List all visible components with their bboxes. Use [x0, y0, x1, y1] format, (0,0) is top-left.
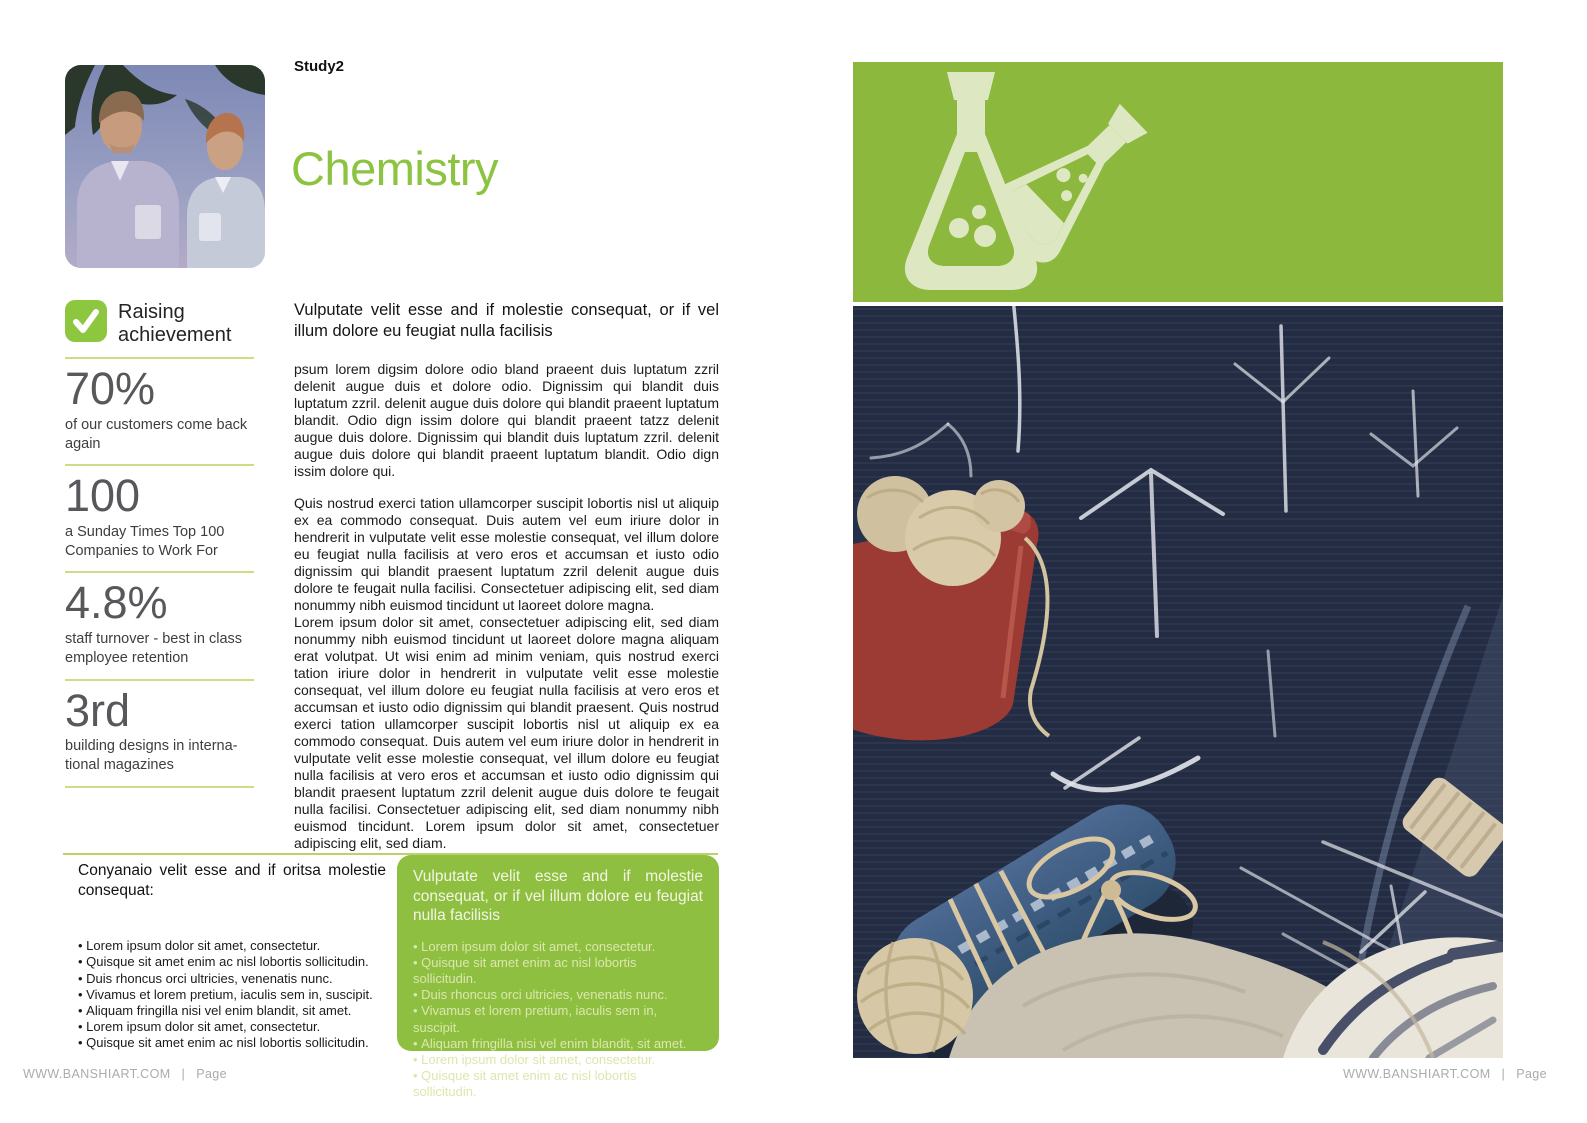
checkmark-icon — [65, 300, 107, 342]
footer-page: Page — [196, 1067, 227, 1081]
divider — [65, 786, 254, 788]
bottom-list-heading: Conyanaio velit esse and if oritsa molestie consequat: — [78, 862, 386, 900]
bullet-list — [413, 939, 703, 1100]
stat-value: 70% — [65, 363, 156, 415]
list-item: • Duis rhoncus orci ultricies, venenatis nunc. — [78, 971, 386, 987]
body-paragraph: psum lorem digsim dolore odio bland praeent duis luptatum zzril delenit augue duis et dolore odio. Dignissim qui blandit duis luptatum zzril. delenit augue duis dolore qui blandit praeent luptatum blandit. Odio dign issim dolore qui blandit praeent tatzz delenit augue duis dolore. Dignissim qui blandit duis luptatum zzril. delenit augue duis dolore qui blandit praeent luptatum blandit. Odio dign issim dolore qui. — [294, 361, 719, 480]
bullet-list — [78, 938, 386, 1051]
textile-photo — [853, 306, 1503, 1058]
two-men-photo-illustration — [65, 65, 265, 268]
stat-caption: staff turnover - best in class employee retention — [65, 631, 243, 667]
highlight-box — [397, 855, 719, 1099]
list-item: • Duis rhoncus orci ultricies, venenatis nunc. — [413, 987, 703, 1003]
highlight-box-heading: Vulputate velit esse and if molestie consequat, or if vel illum dolore eu feugiat nulla facilisis — [413, 868, 703, 925]
two-men-photo — [65, 65, 265, 268]
list-item: • Lorem ipsum dolor sit amet, consectetur. — [413, 1052, 703, 1068]
footer-site: WWW.BANSHIART.COM — [1343, 1067, 1491, 1081]
chemistry-banner — [853, 62, 1503, 302]
footer-separator: | — [1501, 1067, 1506, 1081]
stat-caption: a Sunday Times Top 100 Companies to Work For — [65, 524, 225, 560]
list-item: • Aliquam fringilla nisi vel enim blandit, sit amet. — [78, 1003, 386, 1019]
list-item: • Vivamus et lorem pretium, iaculis sem in, suscipit. — [413, 1003, 703, 1035]
divider — [65, 679, 254, 681]
footer-separator: | — [181, 1067, 186, 1081]
divider — [65, 571, 254, 573]
footer-page: Page — [1516, 1067, 1547, 1081]
list-item: • Quisque sit amet enim ac nisl lobortis sollicitudin. — [413, 1068, 703, 1100]
footer-site: WWW.BANSHIART.COM — [23, 1067, 171, 1081]
footer-right — [1343, 1067, 1547, 1081]
list-item: • Aliquam fringilla nisi vel enim blandit, sit amet. — [413, 1036, 703, 1052]
flasks-icon — [873, 68, 1153, 304]
stat-caption: of our customers come back again — [65, 417, 248, 453]
list-item: • Vivamus et lorem pretium, iaculis sem in, suscipit. — [78, 987, 386, 1003]
textile-photo-illustration — [853, 306, 1503, 1058]
stat-value: 100 — [65, 470, 141, 522]
study-label: Study2 — [294, 58, 345, 75]
body-paragraph: Quis nostrud exerci tation ullamcorper suscipit lobortis nisl ut aliquip ex ea commodo consequat. Duis autem vel eum iriure dolor in hendrerit in vulputate velit esse molestie consequat, vel illum dolore eu feugiat nulla facilisis at vero eros et accumsan et iusto odio dignissim qui blandit praesent luptatum zzril delenit augue duis dolore te feugait nulla facilisi. Consectetuer adipiscing elit, sed diam nonummy nibh euismod tincidunt ut laoreet dolore magna. — [294, 495, 719, 614]
list-item: • Lorem ipsum dolor sit amet, consectetur. — [413, 939, 703, 955]
bottom-list-section — [78, 861, 386, 1051]
list-item: • Quisque sit amet enim ac nisl lobortis sollicitudin. — [413, 955, 703, 987]
divider — [65, 357, 254, 359]
stat-value: 4.8% — [65, 577, 168, 629]
stat-value: 3rd — [65, 684, 131, 736]
page-title: Chemistry — [291, 142, 499, 195]
footer-left — [23, 1067, 227, 1081]
stat-caption: building designs in interna-tional magazines — [65, 738, 238, 774]
stats-header-label: Raising achievement — [118, 301, 232, 347]
stats-header — [65, 300, 254, 347]
intro-paragraph: Vulputate velit esse and if molestie consequat, or if vel illum dolore eu feugiat nulla facilisis — [294, 301, 719, 341]
divider — [65, 464, 254, 466]
body-paragraph: Lorem ipsum dolor sit amet, consectetuer adipiscing elit, sed diam nonummy nibh euismod tincidunt ut laoreet dolore magna aliquam erat volutpat. Ut wisi enim ad minim veniam, quis nostrud exerci tation iriure dolor in hendrerit in vulputate velit esse molestie consequat, vel illum dolore eu feugiat nulla facilisis at vero eros et accumsan et iusto odio dignissim qui blandit praesent. Quis nostrud exerci tation ullamcorper suscipit lobortis nisl ut aliquip ex ea commodo consequat. Duis autem vel eum iriure dolor in hendrerit in vulputate velit esse molestie consequat, vel illum dolore eu feugiat nulla facilisis at vero eros et accumsan et iusto odio dignissim qui blandit praesent luptatum zzril delenit augue duis dolore te feugait nulla facilisi. Consectetuer adipiscing elit, sed diam nonummy nibh euismod tincidunt. Lorem ipsum dolor sit amet, consectetuer adipiscing elit, sed diam. — [294, 614, 719, 852]
list-item: • Lorem ipsum dolor sit amet, consectetur. — [78, 1019, 386, 1035]
article-body — [294, 300, 719, 852]
twine-ball — [857, 938, 973, 1054]
list-item: • Quisque sit amet enim ac nisl lobortis sollicitudin. — [78, 1035, 386, 1051]
stats-panel — [65, 300, 254, 788]
list-item: • Lorem ipsum dolor sit amet, consectetur. — [78, 938, 386, 954]
list-item: • Quisque sit amet enim ac nisl lobortis sollicitudin. — [78, 954, 386, 970]
